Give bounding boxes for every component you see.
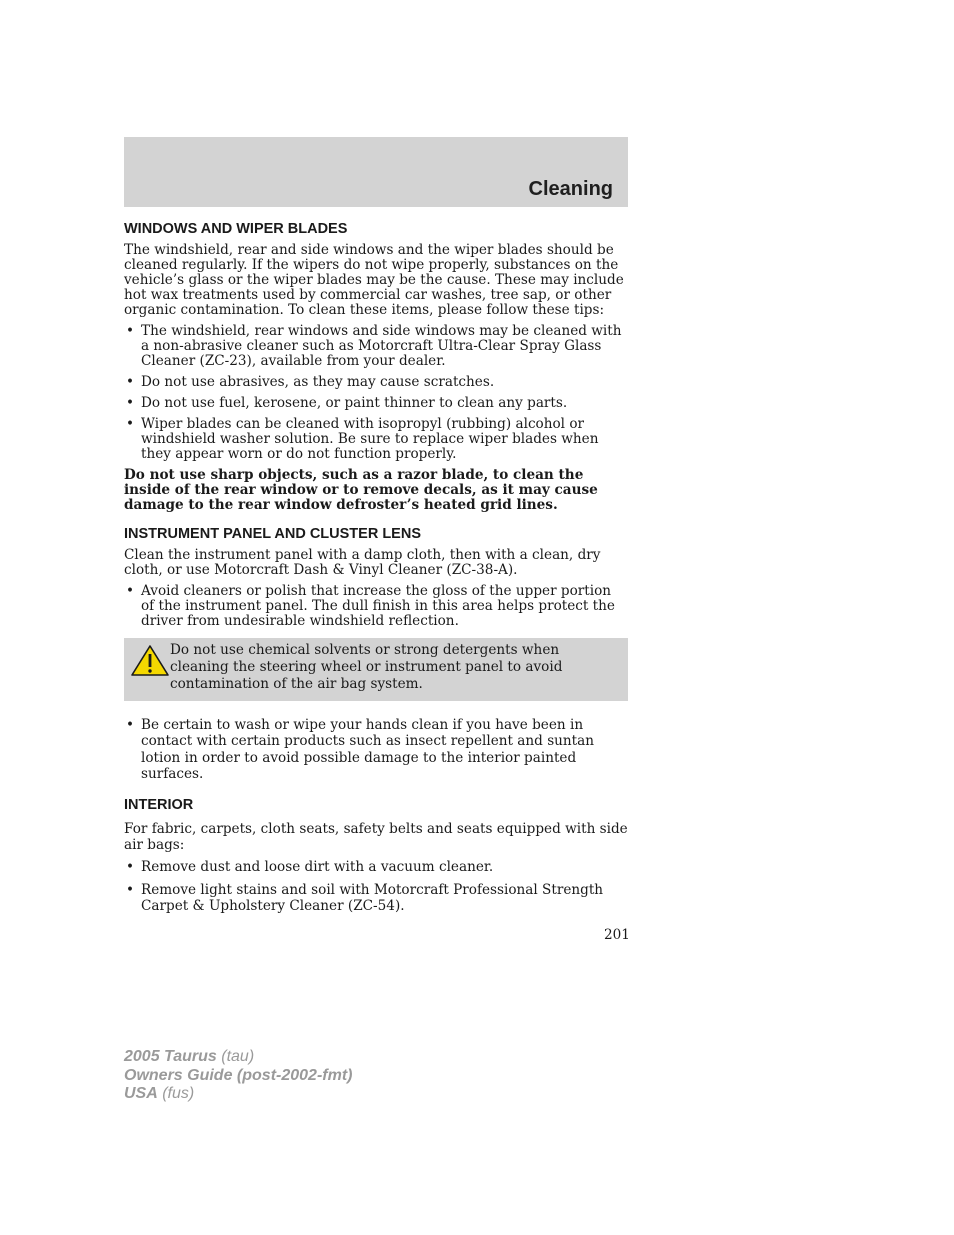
list-item: • Be certain to wash or wipe your hands clean if you have been in contact with certain products such as insect repellent and suntan lotion in order to avoid possible damage to the interior painted surfaces. [126, 717, 595, 783]
list-item: • Avoid cleaners or polish that increase the gloss of the upper portion of the instrument panel. The dull finish in this area helps protect the driver from undesirable windshield reflection. [126, 583, 615, 629]
section-interior [124, 797, 628, 914]
section-instrument-panel [124, 526, 628, 783]
section-heading: INSTRUMENT PANEL AND CLUSTER LENS [124, 526, 421, 542]
section-heading: WINDOWS AND WIPER BLADES [124, 221, 348, 237]
list-item: • The windshield, rear windows and side windows may be cleaned with a non-abrasive cleaner such as Motorcraft Ultra-Clear Spray Glass Cleaner (ZC-23), available from your dealer. [126, 323, 622, 369]
caution-text: Do not use sharp objects, such as a razor blade, to clean the inside of the rear window or to remove decals, as it may cause damage to the rear window defroster’s heated grid lines. [124, 467, 598, 513]
page-content [124, 221, 628, 920]
page-number: 201 [604, 927, 630, 943]
bullet-list [124, 717, 628, 783]
paragraph: Clean the instrument panel with a damp cloth, then with a clean, dry cloth, or use Motorcraft Dash & Vinyl Cleaner (ZC-38-A). [124, 547, 601, 578]
warning-box [124, 638, 628, 701]
footer-line: USA (fus) [124, 1085, 195, 1102]
list-item: • Wiper blades can be cleaned with isopropyl (rubbing) alcohol or windshield washer solution. Be sure to replace wiper blades when they appear worn or do not function properly. [126, 416, 599, 462]
document-footer [124, 1048, 352, 1104]
page-title: Cleaning [528, 178, 613, 200]
bullet-list [124, 324, 628, 462]
list-item: • Remove dust and loose dirt with a vacuum cleaner. [126, 858, 494, 875]
section-header-band [124, 137, 628, 207]
warning-triangle-icon [130, 644, 170, 678]
list-item: • Do not use fuel, kerosene, or paint thinner to clean any parts. [126, 395, 568, 411]
footer-line: 2005 Taurus (tau) [124, 1048, 255, 1065]
section-windows [124, 221, 628, 513]
section-heading: INTERIOR [124, 796, 194, 813]
bullet-list [124, 584, 628, 629]
paragraph: For fabric, carpets, cloth seats, safety belts and seats equipped with side air bags: [124, 820, 628, 853]
list-item: • Do not use abrasives, as they may cause scratches. [126, 374, 495, 390]
list-item: • Remove light stains and soil with Motorcraft Professional Strength Carpet & Upholstery Cleaner (ZC-54). [126, 881, 604, 914]
bullet-list [124, 860, 628, 914]
footer-line: Owners Guide (post-2002-fmt) [124, 1066, 353, 1084]
warning-text: Do not use chemical solvents or strong detergents when cleaning the steering wheel or instrument panel to avoid contamination of the air bag system. [170, 642, 563, 692]
paragraph: The windshield, rear and side windows and the wiper blades should be cleaned regularly. If the wipers do not wipe properly, substances on the vehicle’s glass or the wiper blades may be the cause. These may include hot wax treatments used by commercial car washes, tree sap, or other organic contamination. To clean these items, please follow these tips: [124, 242, 624, 318]
